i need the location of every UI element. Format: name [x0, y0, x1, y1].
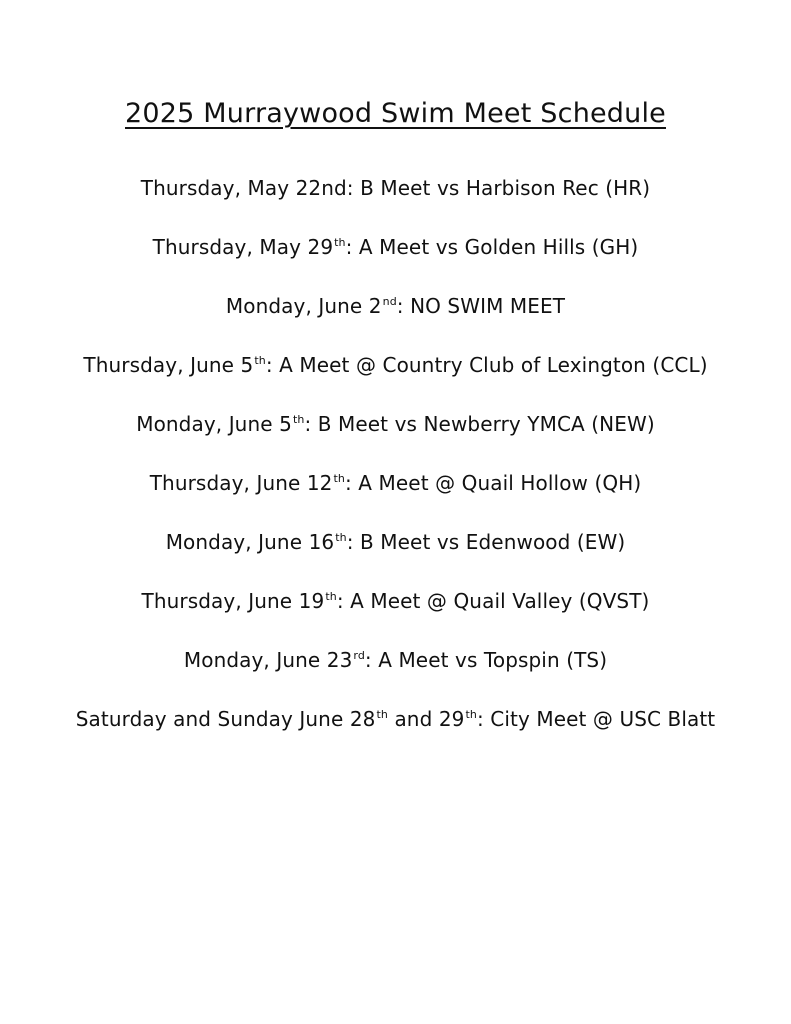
entry-date: Monday, June 16: [165, 530, 335, 554]
entry-date: Thursday, June 5: [83, 353, 254, 377]
schedule-entry: [75, 351, 716, 380]
schedule-entry: [75, 705, 716, 734]
ordinal-suffix: th: [325, 590, 337, 603]
entry-date-second: and 29: [387, 707, 465, 731]
entry-detail: : A Meet vs Topspin (TS): [364, 648, 608, 672]
entry-date: Monday, June 23: [183, 648, 353, 672]
ordinal-suffix: rd: [353, 649, 365, 662]
schedule-entry: [75, 174, 716, 203]
ordinal-suffix: th: [334, 236, 346, 249]
entry-detail: : NO SWIM MEET: [396, 294, 566, 318]
entry-date: Saturday and Sunday June 28: [75, 707, 376, 731]
schedule-entry: [75, 410, 716, 439]
page-title: 2025 Murraywood Swim Meet Schedule: [125, 98, 666, 129]
ordinal-suffix: th: [292, 413, 305, 426]
entry-date: Thursday, June 19: [141, 589, 325, 613]
entry-detail: : B Meet vs Edenwood (EW): [346, 530, 626, 554]
ordinal-suffix: th: [335, 531, 347, 544]
entry-detail: : A Meet @ Quail Valley (QVST): [336, 589, 650, 613]
ordinal-suffix: th: [465, 708, 477, 721]
schedule-entry: [75, 646, 716, 675]
schedule-entry: [75, 528, 716, 557]
ordinal-suffix: nd: [382, 295, 397, 308]
entry-date: Thursday, June 12: [149, 471, 333, 495]
schedule-entry: [75, 587, 716, 616]
schedule-entry: [75, 292, 716, 321]
entry-date: Monday, June 2: [225, 294, 382, 318]
schedule-entry: [75, 469, 716, 498]
entry-date: Thursday, May 29: [152, 235, 334, 259]
entry-detail: : A Meet @ Quail Hollow (QH): [345, 471, 642, 495]
entry-detail: : A Meet vs Golden Hills (GH): [345, 235, 639, 259]
ordinal-suffix: th: [333, 472, 346, 485]
ordinal-suffix: th: [376, 708, 388, 721]
meet-schedule-list: [75, 174, 716, 764]
entry-detail: : B Meet vs Newberry YMCA (NEW): [304, 412, 655, 436]
entry-text: Thursday, May 22nd: B Meet vs Harbison Rec (HR): [140, 176, 651, 200]
schedule-entry: [75, 233, 716, 262]
entry-date: Monday, June 5: [136, 412, 292, 436]
entry-detail: : City Meet @ USC Blatt: [476, 707, 716, 731]
entry-detail: : A Meet @ Country Club of Lexington (CCL): [265, 353, 708, 377]
ordinal-suffix: th: [254, 354, 266, 367]
